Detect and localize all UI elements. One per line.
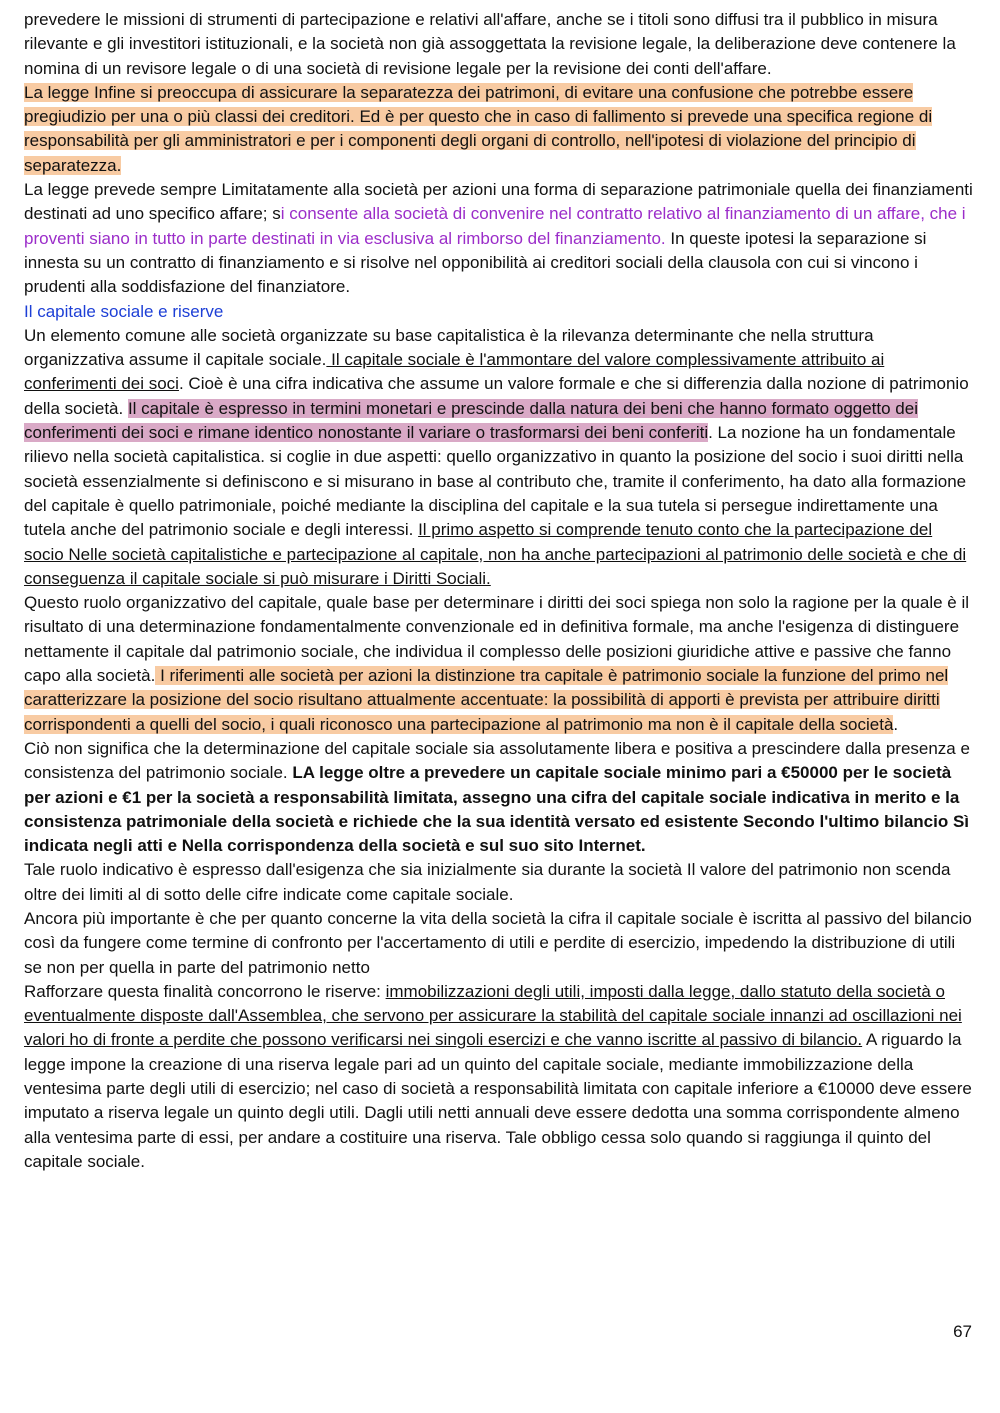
paragraph-text: . La nozione ha un fondamentale rilievo nella società capitalistica. si coglie in due aspetti: quello organizzativo in quanto la posizione del socio i suoi diritti nella società essenzialmente si definiscono e si misurano in base al contributo che, tramite il conferimento, ha dato alla formazione del capitale è quello patrimoniale, poiché mediante la disciplina del capitale e la sua tutela si persegue indirettamente una tutela anche del patrimonio sociale e degli interessi. <box>24 423 967 540</box>
paragraph-text: La legge prevede sempre Limitatamente alla società per azioni una forma di separazione patrimoniale quella dei finanziamenti destinati ad uno specifico affare; s <box>24 180 973 224</box>
orange-highlight-text: I riferimenti alle società per azioni la distinzione tra capitale è patrimonio sociale la funzione del primo nel caratterizzare la posizione del socio risultano attualmente accentuate: la possibilità di apporti è prevista per attribuire diritti corrispondenti a quelli del socio, i quali riconosco una partecipazione al patrimonio ma non è il capitale della società <box>24 666 949 734</box>
paragraph-capitale-sociale <box>24 324 976 591</box>
underlined-text: Il capitale sociale è l'ammontare del valore complessivamente attribuito ai conferimenti dei soci <box>24 350 885 394</box>
paragraph-finanziamenti <box>24 178 976 299</box>
paragraph-text: Ciò non significa che la determinazione del capitale sociale sia assolutamente libera e positiva a prescindere dalla presenza e consistenza del patrimonio sociale. <box>24 738 970 783</box>
bold-text: LA legge oltre a prevedere un capitale sociale minimo pari a €50000 per le società per azioni e €1 per la società a responsabilità limitata, assegno una cifra del capitale sociale indicativa in merito e la consistenza patrimoniale della società e richiede che la sua identità versato ed esistente Secondo l'ultimo bilancio Sì indicata negli atti e Nella corrispondenza della società e sul suo sito Internet. <box>24 763 970 856</box>
paragraph-riserve <box>24 980 976 1174</box>
paragraph-text: . Cioè è una cifra indicativa che assume un valore formale e che si differenzia dalla nozione di patrimonio della società. <box>24 374 969 418</box>
underlined-text: immobilizzazioni degli utili, imposti dalla legge, dallo statuto della società o eventualmente disposte dall'Assemblea, che servono per assicurare la stabilità del capitale sociale innanzi ad oscillazioni nei valori ho di fronte a perdite che possono verificarsi nei singoli esercizi e che vanno iscritte al passivo di bilancio. <box>24 981 962 1050</box>
paragraph-text: In queste ipotesi la separazione si innesta su un contratto di finanziamento e si risolve nel opponibilità ai creditori sociali della clausola con cui si vincono i prudenti alla soddisfazione del finanziatore. <box>24 228 927 297</box>
paragraph-revisore <box>24 8 976 81</box>
paragraph-capitale-minimo <box>24 737 976 858</box>
paragraph-text: Un elemento comune alle società organizzate su base capitalistica è la rilevanza determinante che nella struttura organizzativa assume il capitale sociale. <box>24 325 874 370</box>
paragraph-text: Questo ruolo organizzativo del capitale, quale base per determinare i diritti dei soci spiega non solo la ragione per la quale è il risultato di una determinazione fondamentalmente convenzionale ed in definitiva formale, ma anche l'esigenza di distinguere nettamente il capitale dal patrimonio sociale, che individua il complesso delle posizioni giuridiche attive e passive che fanno capo alla società. <box>24 593 970 686</box>
paragraph-ruolo-indicativo: Tale ruolo indicativo è espresso dall'esigenza che sia inizialmente sia durante la società Il valore del patrimonio non scenda oltre dei limiti al di sotto delle cifre indicate come capitale sociale. <box>24 860 951 904</box>
document-page <box>24 8 976 1174</box>
paragraph-text: . <box>893 714 899 734</box>
paragraph-text: A riguardo la legge impone la creazione di una riserva legale pari ad un quinto del capitale sociale, mediante immobilizzazione della ventesima parte degli utili di esercizio; nel caso di società a responsabilità limitata con capitale inferiore a €10000 deve essere imputato a riserva legale un quinto degli utili. Dagli utili netti annuali deve essere dedotta una somma corrispondente almeno alla ventesima parte di essi, per andare a costituire una riserva. Tale obbligo cessa solo quando si raggiunga il quinto del capitale sociale. <box>24 1030 972 1171</box>
purple-text: i consente alla società di convenire nel contratto relativo al finanziamento di un affare, che i proventi siano in tutto in parte destinati in via esclusiva al rimborso del finanziamento. <box>24 204 966 248</box>
page-number: 67 <box>953 1322 972 1341</box>
pink-highlight-text: Il capitale è espresso in termini monetari e prescinde dalla natura dei beni che hanno formato oggetto dei conferimenti dei soci e rimane identico nonostante il variare o trasformarsi dei beni conferiti <box>24 398 918 443</box>
paragraph-passivo-bilancio: Ancora più importante è che per quanto concerne la vita della società la cifra il capitale sociale è iscritta al passivo del bilancio così da fungere come termine di confronto per l'accertamento di utili e perdite di esercizio, impedendo la distribuzione di utili se non per quella in parte del patrimonio netto <box>24 908 972 977</box>
paragraph-separatezza <box>24 81 976 178</box>
paragraph-ruolo-organizzativo <box>24 591 976 737</box>
orange-highlight-text: La legge Infine si preoccupa di assicurare la separatezza dei patrimoni, di evitare una confusione che potrebbe essere pregiudizio per una o più classi dei creditori. Ed è per questo che in caso di fallimento si prevede una specifica regione di responsabilità per gli amministratori e per i componenti degli organi di controllo, nell'ipotesi di violazione del principio di separatezza. <box>24 82 933 175</box>
paragraph-text: prevedere le missioni di strumenti di partecipazione e relativi all'affare, anche se i titoli sono diffusi tra il pubblico in misura rilevante e gli investitori istituzionali, e la società non già assoggettata la revisione legale, la deliberazione deve contenere la nomina di un revisore legale o di una società di revisione legale per la revisione dei conti dell'affare. <box>24 10 956 78</box>
section-heading: Il capitale sociale e riserve <box>24 301 224 321</box>
paragraph-text: Rafforzare questa finalità concorrono le riserve: <box>24 981 386 1001</box>
underlined-text: Il primo aspetto si comprende tenuto conto che la partecipazione del socio Nelle società capitalistiche e partecipazione al capitale, non ha anche partecipazioni al patrimonio delle società e che di conseguenza il capitale sociale si può misurare i Diritti Sociali. <box>24 520 967 588</box>
